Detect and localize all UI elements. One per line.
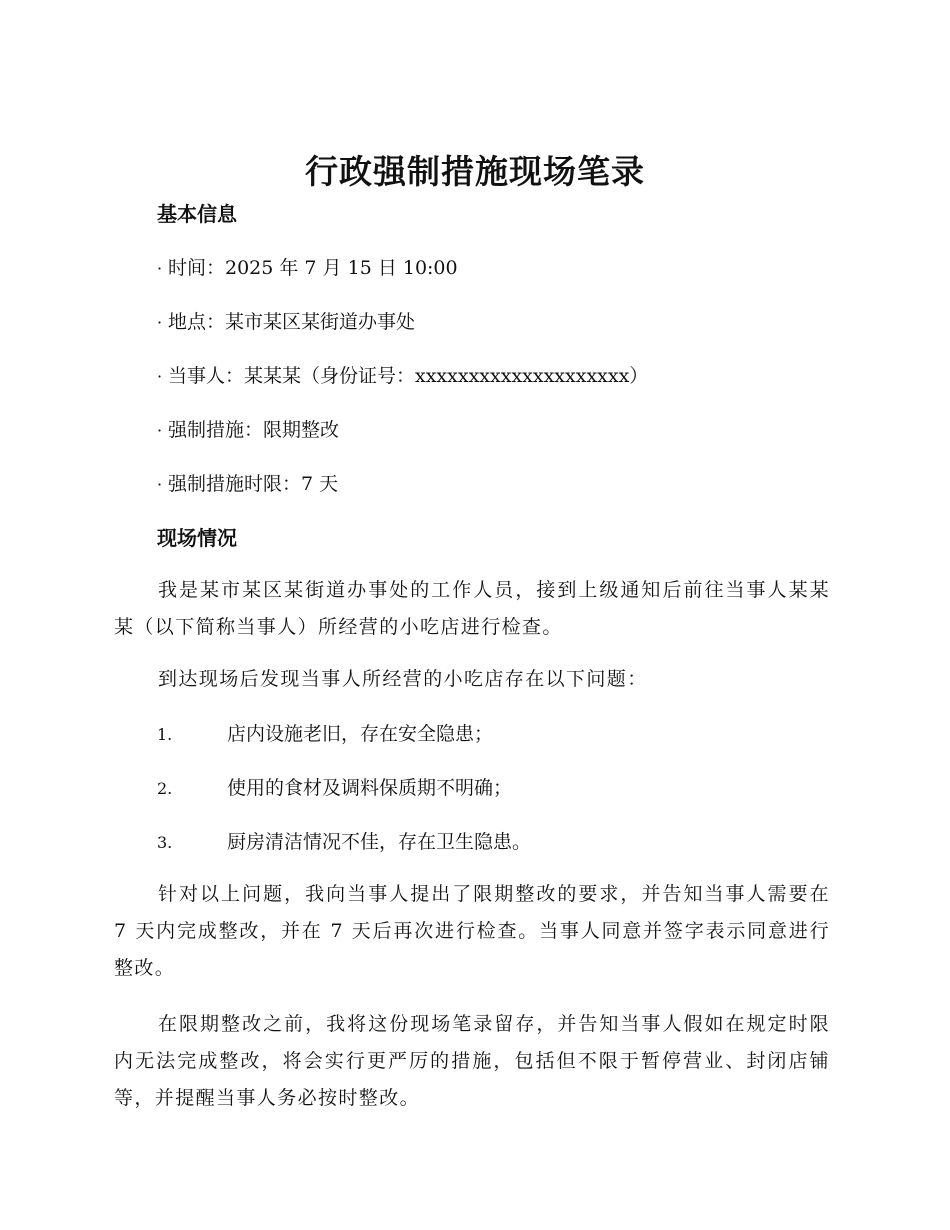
paragraph-findings: 到达现场后发现当事人所经营的小吃店存在以下问题： (158, 668, 648, 690)
bullet-dot: · (157, 259, 163, 278)
info-item-location: · 地点：某市某区某街道办事处 (157, 308, 415, 337)
problem-item-3: 3. 厨房清洁情况不佳，存在卫生隐患。 (157, 831, 532, 853)
paragraph-requirements: 针对以上问题，我向当事人提出了限期整改的要求，并告知当事人需要在 7 天内完成整改，并在 7 天后再次进行检查。当事人同意并签字表示同意进行整改。 (114, 883, 830, 979)
info-item-party: · 当事人：某某某（身份证号：xxxxxxxxxxxxxxxxxxxx） (157, 362, 648, 391)
info-item-deadline: · 强制措施时限：7 天 (157, 470, 338, 499)
section-heading-basic-info: 基本信息 (157, 202, 237, 226)
problem-item-1: 1. 店内设施老旧，存在安全隐患； (157, 723, 494, 745)
paragraph-warning: 在限期整改之前，我将这份现场笔录留存，并告知当事人假如在规定时限内无法完成整改，将会实行更严厉的措施，包括但不限于暂停营业、封闭店铺等，并提醒当事人务必按时整改。 (114, 1013, 830, 1109)
document-title: 行政强制措施现场笔录 (305, 152, 645, 191)
bullet-dot: · (157, 421, 163, 440)
bullet-dot: · (157, 313, 163, 332)
info-item-time: · 时间：2025 年 7 月 15 日 10:00 (157, 254, 458, 283)
paragraph-intro: 我是某市某区某街道办事处的工作人员，接到上级通知后前往当事人某某某（以下简称当事人）所经营的小吃店进行检查。 (114, 579, 830, 638)
bullet-dot: · (157, 367, 163, 386)
info-item-measure: · 强制措施：限期整改 (157, 416, 339, 445)
section-heading-site: 现场情况 (157, 526, 237, 550)
problem-item-2: 2. 使用的食材及调料保质期不明确； (157, 777, 513, 799)
bullet-dot: · (157, 475, 163, 494)
